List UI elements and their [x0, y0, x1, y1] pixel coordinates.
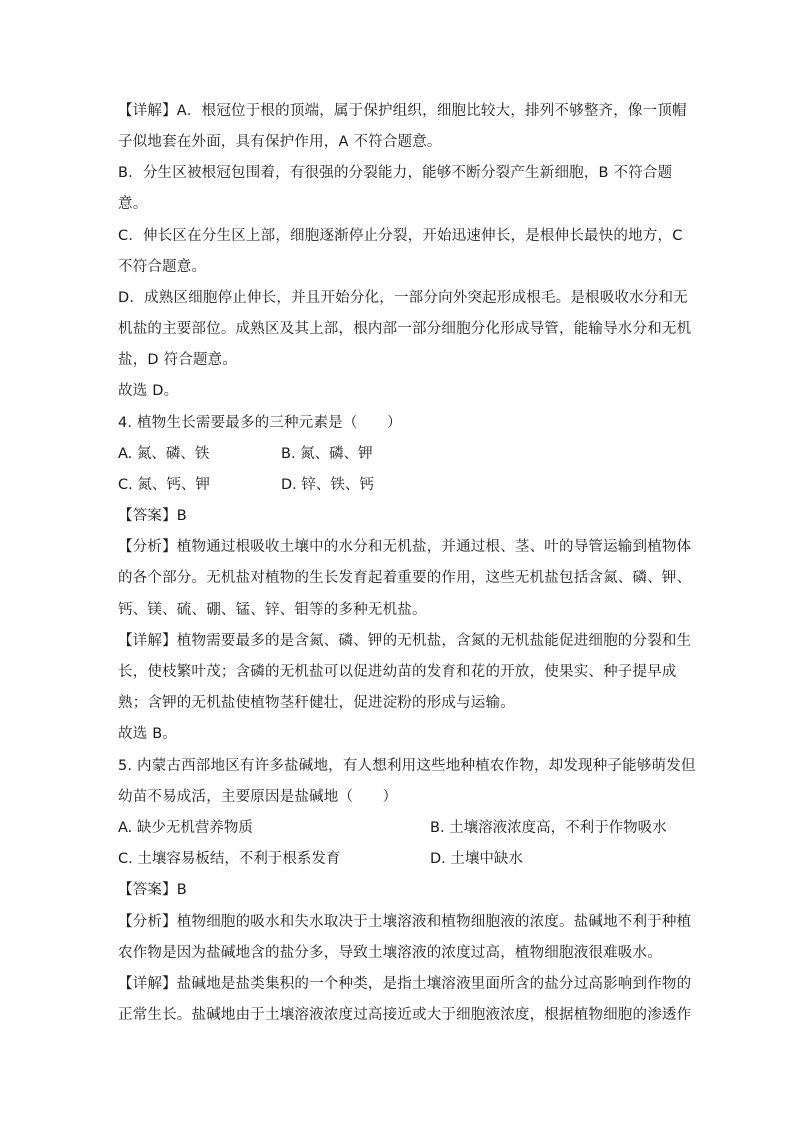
- q5-option-d: D. 土壤中缺水: [430, 851, 523, 867]
- text-line: 正常生长。盐碱地由于土壤溶液浓度过高接近或大于细胞液浓度，根据植物细胞的渗透作: [118, 1007, 692, 1023]
- text-line: 故选 B。: [118, 726, 178, 742]
- q5-option-c: C. 土壤容易板结，不利于根系发育: [118, 851, 341, 867]
- q4-option-d: D. 锌、铁、钙: [281, 477, 374, 493]
- question-5-stem: 5. 内蒙古西部地区有许多盐碱地，有人想利用这些地种植农作物，却发现种子能够萌发但: [118, 758, 696, 774]
- text-line: 子似地套在外面，具有保护作用，A 不符合题意。: [118, 134, 442, 150]
- text-line: 意。: [118, 196, 148, 212]
- q4-option-a: A. 氮、磷、铁: [118, 446, 210, 462]
- text-line: 农作物是因为盐碱地含的盐分多，导致土壤溶液的浓度过高，植物细胞液很难吸水。: [118, 945, 662, 961]
- text-line: 钙、镁、硫、硼、锰、锌、钼等的多种无机盐。: [118, 602, 427, 618]
- q4-option-b: B. 氮、磷、钾: [281, 446, 373, 462]
- text-line: D．成熟区细胞停止伸长，并且开始分化，一部分向外突起形成根毛。是根吸收水分和无: [118, 290, 688, 306]
- text-line: B．分生区被根冠包围着，有很强的分裂能力，能够不断分裂产生新细胞，B 不符合题: [118, 165, 673, 181]
- question-5-stem: 幼苗不易成活，主要原因是盐碱地（ ）: [118, 789, 398, 805]
- q5-option-b: B. 土壤溶液浓度高，不利于作物吸水: [430, 820, 667, 836]
- text-line: 盐，D 符合题意。: [118, 352, 238, 368]
- text-line: 不符合题意。: [118, 259, 207, 275]
- text-line: 的各个部分。无机盐对植物的生长发育起着重要的作用，这些无机盐包括含氮、磷、钾、: [118, 570, 692, 586]
- text-line: 机盐的主要部位。成熟区及其上部，根内部一部分细胞分化形成导管，能输导水分和无机: [118, 321, 692, 337]
- question-4-stem: 4. 植物生长需要最多的三种元素是（ ）: [118, 415, 402, 431]
- text-line: 长，使枝繁叶茂；含磷的无机盐可以促进幼苗的发育和花的开放，使果实、种子提早成: [118, 664, 677, 680]
- text-line: C．伸长区在分生区上部，细胞逐渐停止分裂，开始迅速伸长，是根伸长最快的地方，C: [118, 228, 683, 244]
- answer-line: 【答案】B: [118, 882, 187, 898]
- text-line: 【分析】植物通过根吸收土壤中的水分和无机盐，并通过根、茎、叶的导管运输到植物体: [118, 539, 692, 555]
- text-line: 故选 D。: [118, 383, 179, 399]
- answer-line: 【答案】B: [118, 508, 187, 524]
- text-line: 【详解】盐碱地是盐类集积的一个种类，是指土壤溶液里面所含的盐分过高影响到作物的: [118, 976, 692, 992]
- text-line: 【详解】A．根冠位于根的顶端，属于保护组织，细胞比较大，排列不够整齐，像一顶帽: [118, 103, 687, 119]
- text-line: 熟；含钾的无机盐使植物茎秆健壮，促进淀粉的形成与运输。: [118, 695, 515, 711]
- text-line: 【详解】植物需要最多的是含氮、磷、钾的无机盐，含氮的无机盐能促进细胞的分裂和生: [118, 633, 692, 649]
- q4-option-c: C. 氮、钙、钾: [118, 477, 210, 493]
- text-line: 【分析】植物细胞的吸水和失水取决于土壤溶液和植物细胞液的浓度。盐碱地不利于种植: [118, 914, 692, 930]
- q5-option-a: A. 缺少无机营养物质: [118, 820, 253, 836]
